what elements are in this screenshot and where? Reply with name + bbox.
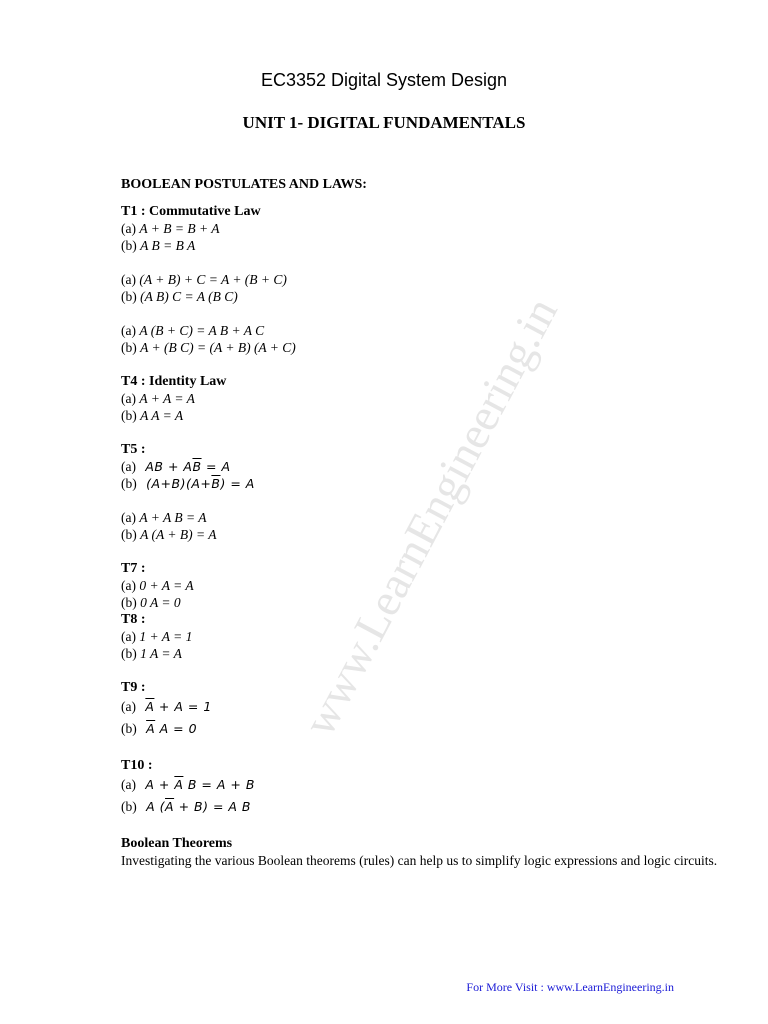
t10-heading: T10 : (121, 758, 153, 773)
t7-b: (b) 0 A = 0 (121, 595, 181, 610)
t1-heading: T1 : Commutative Law (121, 204, 261, 219)
t7-heading: T7 : (121, 561, 146, 576)
t5-b: (b) $(A+B)(A+\overline{B}) = A$ (121, 476, 255, 491)
t9-a: (a) $\overline{A} + A = 1$ (121, 699, 212, 714)
document-body (121, 176, 731, 869)
t10-b: (b) A $(\overline{A} + B) = A$ B (121, 799, 251, 814)
t9-heading: T9 : (121, 680, 146, 695)
t10-a: (a) $A + \overline{A}$ B = A + B (121, 777, 255, 792)
t2-a: (a) (A + B) + C = A + (B + C) (121, 272, 287, 287)
t5-a: (a) AB + $A\overline{B} = A$ (121, 459, 231, 474)
t9-b: (b) $\overline{A}$ A = 0 (121, 721, 198, 736)
footer-link[interactable]: For More Visit : www.LearnEngineering.in (466, 980, 674, 994)
t4-b: (b) A A = A (121, 408, 184, 423)
watermark: www.LearnEngineering.in (293, 289, 567, 744)
t4-a: (a) A + A = A (121, 391, 195, 406)
theorems-heading: Boolean Theorems (121, 836, 233, 851)
postulates-heading: BOOLEAN POSTULATES AND LAWS: (121, 177, 367, 192)
t2-b: (b) (A B) C = A (B C) (121, 289, 238, 304)
course-title: EC3352 Digital System Design (260, 70, 508, 90)
t5-heading: T5 : (121, 442, 146, 457)
t1-b: (b) A B = B A (121, 238, 196, 253)
t7-a: (a) 0 + A = A (121, 578, 194, 593)
t8-b: (b) 1 A = A (121, 646, 182, 661)
t3-a: (a) A (B + C) = A B + A C (121, 323, 265, 338)
t6-a: (a) A + A B = A (121, 510, 207, 525)
t1-a: (a) A + B = B + A (121, 221, 220, 236)
t3-b: (b) A + (B C) = (A + B) (A + C) (121, 340, 296, 355)
t8-heading: T8 : (121, 612, 146, 627)
t4-heading: T4 : Identity Law (121, 374, 227, 389)
t8-a: (a) 1 + A = 1 (121, 629, 193, 644)
unit-title: UNIT 1- DIGITAL FUNDAMENTALS (242, 113, 526, 132)
t6-b: (b) A (A + B) = A (121, 527, 217, 542)
theorems-paragraph: Investigating the various Boolean theorems (rules) can help us to simplify logic expressions and logic circuits. (121, 853, 718, 868)
